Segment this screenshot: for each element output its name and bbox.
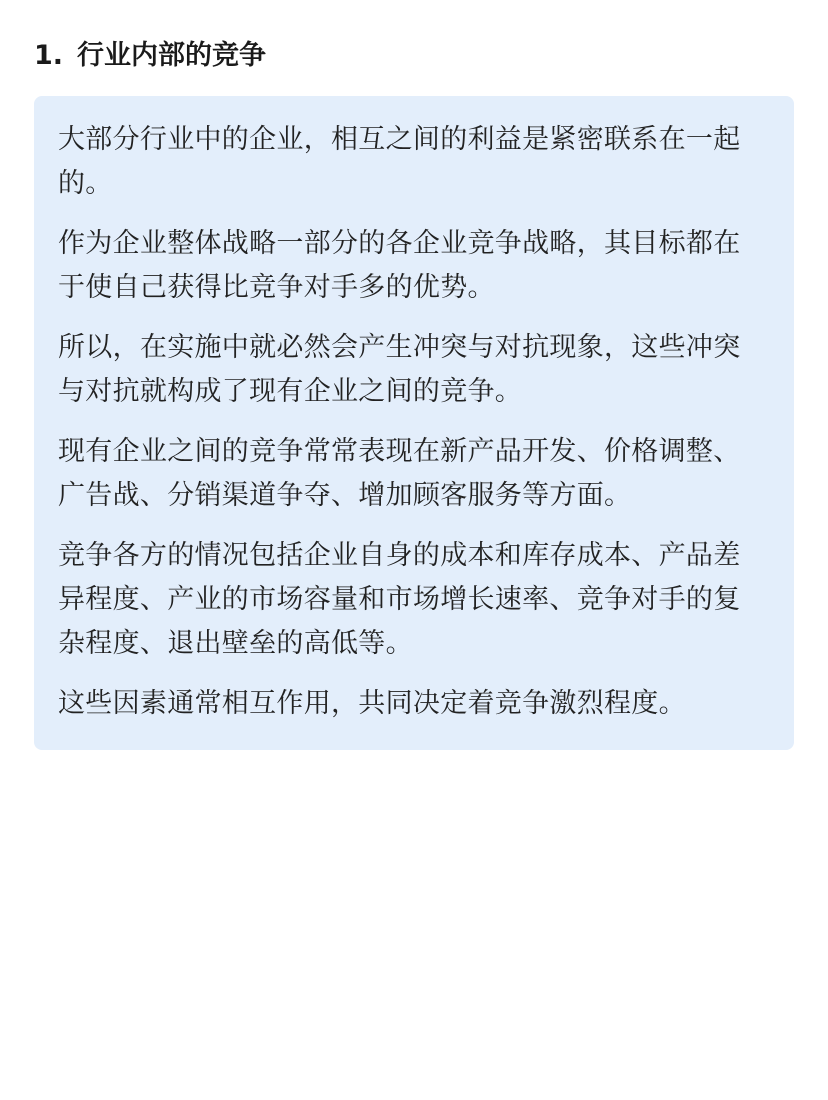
paragraph: 这些因素通常相互作用，共同决定着竞争激烈程度。 <box>58 688 686 719</box>
paragraph: 所以，在实施中就必然会产生冲突与对抗现象，这些冲突与对抗就构成了现有企业之间的竞争。 <box>58 332 741 407</box>
paragraph: 作为企业整体战略一部分的各企业竞争战略，其目标都在于使自己获得比竞争对手多的优势。 <box>58 228 741 303</box>
section-title: 行业内部的竞争 <box>77 40 267 71</box>
content-box <box>34 96 794 750</box>
section-heading <box>34 38 794 74</box>
paragraph: 现有企业之间的竞争常常表现在新产品开发、价格调整、广告战、分销渠道争夺、增加顾客服务等方面。 <box>58 436 741 511</box>
paragraph: 竞争各方的情况包括企业自身的成本和库存成本、产品差异程度、产业的市场容量和市场增长速率、竞争对手的复杂程度、退出壁垒的高低等。 <box>58 540 741 659</box>
paragraph: 大部分行业中的企业，相互之间的利益是紧密联系在一起的。 <box>58 124 741 199</box>
section-number: 1. <box>34 40 64 71</box>
